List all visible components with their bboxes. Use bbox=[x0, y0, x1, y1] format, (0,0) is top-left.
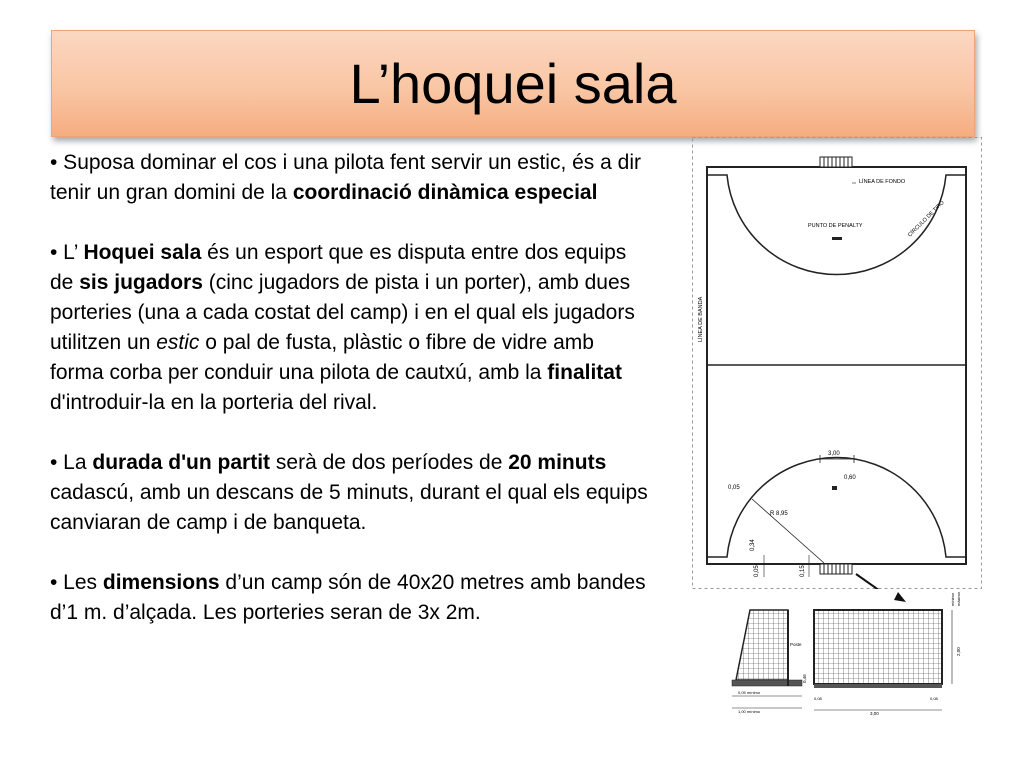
bullet-1-bold: coordinació dinàmica especial bbox=[292, 181, 598, 204]
title-box bbox=[51, 30, 975, 137]
slide-title: L’hoquei sala bbox=[349, 52, 677, 115]
bullet-2-text-b: és un esport que es disputa entre dos equips de bbox=[50, 241, 627, 294]
bullet-2-bold-a: Hoquei sala bbox=[83, 241, 202, 264]
bullet-2-text-d: o pal de fusta, plàstic o fibre de vidre amb forma corba per conduir una pilota de cautxú, amb la bbox=[50, 331, 594, 384]
dim-005min-label: 0,05 mínimo bbox=[738, 690, 761, 695]
poste-label: Poste bbox=[790, 642, 802, 647]
dim-100min-label: 1,00 mínimo bbox=[738, 709, 761, 714]
goal-side-view bbox=[732, 610, 802, 686]
dim-060-label: 0,60 bbox=[844, 475, 856, 481]
bullet-3-bold-b: 20 minuts bbox=[508, 451, 607, 474]
bullet-2-bold-b: sis jugadors bbox=[79, 271, 203, 294]
detail-arrow bbox=[856, 574, 900, 589]
dim-046-label: 0,46 bbox=[802, 674, 807, 683]
goal-front-view bbox=[814, 610, 942, 688]
bottom-goal bbox=[820, 564, 852, 574]
top-goal bbox=[820, 157, 852, 167]
dim-008b-label: 0,08 bbox=[930, 696, 938, 701]
bullet-4 bbox=[50, 568, 650, 628]
bullet-2-italic: estic bbox=[156, 331, 200, 354]
bullet-3 bbox=[50, 448, 650, 538]
linea-fondo-label: LÍNEA DE FONDO bbox=[859, 179, 906, 185]
bullet-4-text-b: d’un camp són de 40x20 metres amb bandes d’1 m. d’alçada. Les porteries seran de 3x 2m. bbox=[50, 571, 646, 624]
dim-300-label: 3,00 bbox=[828, 451, 840, 457]
bullet-4-text-a: • Les bbox=[50, 571, 103, 594]
bullet-2-bold-c: finalitat bbox=[547, 361, 622, 384]
circulo-tiro-label: CÍRCULO DE TIRO bbox=[907, 199, 946, 239]
dim-r895-label: R 8,95 bbox=[770, 511, 788, 517]
dim-034-label: 0,34 bbox=[750, 539, 756, 551]
dim-200-label: 2,00 bbox=[956, 647, 961, 656]
linea-banda-label: LÍNEA DE BANDA bbox=[698, 296, 704, 342]
dim-005-label: 0,05 bbox=[728, 485, 740, 491]
dim-005b-label: 0,05 bbox=[754, 565, 760, 577]
bullet-3-text-c: cadascú, amb un descans de 5 minuts, durant el qual els equips canviaran de camp i de banqueta. bbox=[50, 481, 648, 534]
bullet-3-text-b: serà de dos períodes de bbox=[270, 451, 509, 474]
dim-300-goal-label: 3,00 bbox=[870, 711, 879, 716]
med-b-label: mínimo bbox=[950, 592, 955, 606]
dim-015-label: 0,15 bbox=[800, 565, 806, 577]
dim-008a-label: 0,08 bbox=[814, 696, 822, 701]
bullet-2-text-e: d'introduir-la en la porteria del rival. bbox=[50, 391, 378, 414]
bottom-penalty-spot bbox=[832, 486, 837, 490]
bullet-1-text: • Suposa dominar el cos i una pilota fent servir un estic, és a dir tenir un gran domini de la bbox=[50, 151, 641, 204]
top-penalty-spot bbox=[832, 237, 842, 240]
bullet-2 bbox=[50, 238, 650, 418]
punto-penalty-label: PUNTO DE PENALTY bbox=[808, 223, 863, 229]
court-diagram bbox=[692, 137, 982, 589]
bullet-2-text-a: • L’ bbox=[50, 241, 84, 264]
bullet-1 bbox=[50, 148, 650, 208]
med-a-label: máximo bbox=[956, 591, 961, 606]
goal-diagram bbox=[728, 588, 966, 718]
bullet-3-bold-a: durada d'un partit bbox=[92, 451, 271, 474]
bullet-list bbox=[50, 148, 650, 628]
bullet-2-text-c: (cinc jugadors de pista i un porter), amb dues porteries (una a cada costat del camp) i en el qual els jugadors utilitzen un bbox=[50, 271, 635, 354]
bullet-3-text-a: • La bbox=[50, 451, 93, 474]
radius-line bbox=[752, 499, 824, 563]
bullet-4-bold: dimensions bbox=[102, 571, 220, 594]
arrow-head bbox=[894, 592, 906, 602]
bottom-shooting-circle bbox=[707, 457, 966, 557]
